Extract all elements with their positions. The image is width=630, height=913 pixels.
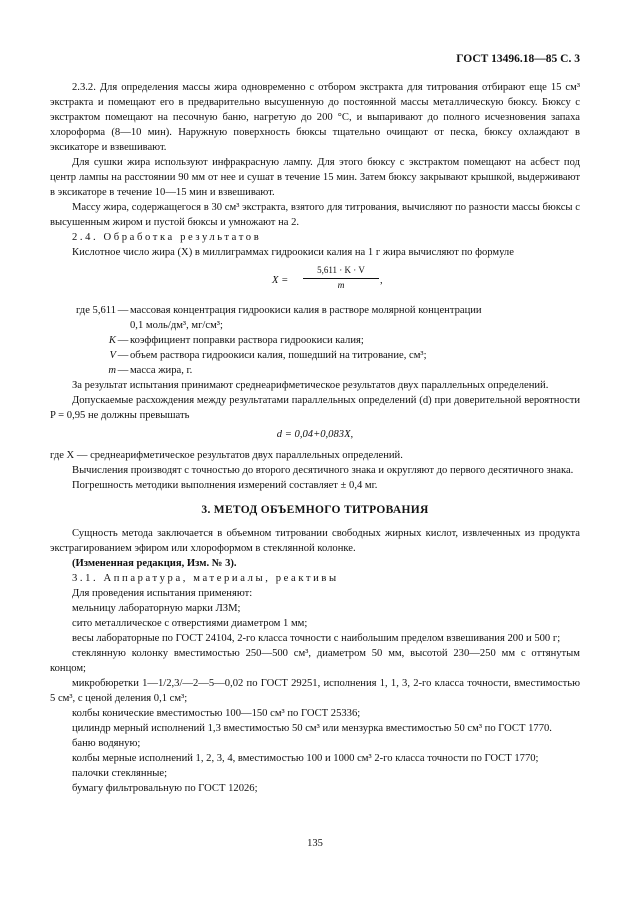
edition-note: (Измененная редакция, Изм. № 3). bbox=[72, 558, 237, 569]
definition-text: масса жира, г. bbox=[130, 365, 193, 376]
definition-v: V — объем раствора гидроокиси калия, пошедший на титрование, см³; bbox=[50, 348, 580, 363]
list-item: бумагу фильтровальную по ГОСТ 12026; bbox=[72, 783, 258, 794]
definition-symbol: где 5,611 bbox=[75, 305, 116, 316]
definition-symbol: V bbox=[109, 350, 116, 361]
definition-text: массовая концентрация гидроокиси калия в растворе молярной концентрации bbox=[130, 305, 482, 316]
list-item: стеклянную колонку вместимостью 250—500 см³, диаметром 50 мм, высотой 230—250 мм с оттянутым концом; bbox=[50, 648, 580, 674]
formula-denominator: m bbox=[337, 281, 345, 291]
paragraph-tolerance: Допускаемые расхождения между результатами параллельных определений (d) при доверительной вероятности P = 0,95 не должны превышать bbox=[50, 395, 580, 421]
formula-lhs: X = bbox=[272, 275, 289, 286]
formula-comma: , bbox=[380, 275, 383, 286]
definition-m: m — масса жира, г. bbox=[50, 363, 580, 378]
formula-tolerance: d = 0,04+0,083X, bbox=[276, 429, 354, 440]
section-3-title: 3. МЕТОД ОБЪЕМНОГО ТИТРОВАНИЯ bbox=[201, 504, 429, 516]
formula-acid-number bbox=[50, 264, 580, 298]
list-item: весы лабораторные по ГОСТ 24104, 2-го класса точности с наибольшим пределом взвешивания 200 и 500 г; bbox=[72, 633, 561, 644]
page-number: 135 bbox=[307, 838, 323, 849]
document-body bbox=[50, 80, 580, 796]
paragraph-applies: Для проведения испытания применяют: bbox=[72, 588, 253, 599]
list-item: колбы мерные исполнений 1, 2, 3, 4, вместимостью 100 и 1000 см³ 2-го класса точности по ГОСТ 1770; bbox=[72, 753, 539, 764]
paragraph-mean-definition: где X — среднеарифметическое результатов двух параллельных определений. bbox=[50, 450, 403, 461]
list-item: баню водяную; bbox=[72, 738, 141, 749]
definition-5611: где 5,611 — массовая концентрация гидроокиси калия в растворе молярной концентрации bbox=[50, 303, 580, 318]
list-item: сито металлическое с отверстиями диаметром 1 мм; bbox=[72, 618, 308, 629]
list-item: палочки стеклянные; bbox=[72, 768, 168, 779]
list-item: колбы конические вместимостью 100—150 см³ по ГОСТ 25336; bbox=[72, 708, 361, 719]
definition-symbol: m bbox=[108, 365, 116, 376]
definition-text: коэффициент поправки раствора гидроокиси калия; bbox=[130, 335, 364, 346]
definition-continuation: 0,1 моль/дм³, мг/см³; bbox=[130, 320, 223, 331]
list-item: микробюретки 1—1/2,3/—2—5—0,02 по ГОСТ 29251, исполнения 1, 1, 3, 2-го класса точности, вместимостью 5 см³, с ценой деления 0,1 см³; bbox=[50, 678, 580, 704]
section-3-1-title: 3.1. Аппаратура, материалы, реактивы bbox=[72, 573, 339, 584]
paragraph-acid-number: Кислотное число жира (X) в миллиграммах гидроокиси калия на 1 г жира вычисляют по формуле bbox=[72, 247, 514, 258]
section-2-4-title: 2.4. Обработка результатов bbox=[72, 232, 262, 243]
page-header: ГОСТ 13496.18—85 С. 3 bbox=[456, 53, 580, 65]
paragraph-drying: Для сушки жира используют инфракрасную лампу. Для этого бюксу с экстрактом помещают на асбест под центр лампы на расстоянии 90 мм от нее и сушат в течение 15 мин. Затем бюксу закрывают крышкой, выдерживают в эксикаторе в течение 10—15 мин и взвешивают. bbox=[50, 157, 580, 198]
definition-k: K — коэффициент поправки раствора гидроокиси калия; bbox=[50, 333, 580, 348]
paragraph-result: За результат испытания принимают среднеарифметическое результатов двух параллельных определений. bbox=[72, 380, 549, 391]
formula-numerator: 5,611 · K · V bbox=[303, 264, 379, 279]
definition-symbol: K bbox=[108, 335, 116, 346]
formula-fraction bbox=[303, 264, 379, 294]
paragraph-calculation-precision: Вычисления производят с точностью до второго десятичного знака и округляют до первого десятичного знака. bbox=[72, 465, 574, 476]
paragraph-error: Погрешность методики выполнения измерений составляет ± 0,4 мг. bbox=[72, 480, 378, 491]
definition-text: объем раствора гидроокиси калия, пошедший на титрование, см³; bbox=[130, 350, 427, 361]
list-item: цилиндр мерный исполнений 1,3 вместимостью 50 см³ или мензурка вместимостью 50 см³ по ГОСТ 1770. bbox=[72, 723, 552, 734]
paragraph-method-essence: Сущность метода заключается в объемном титровании свободных жирных кислот, извлеченных из продукта экстрагированием эфиром или хлороформом в стеклянной колонке. bbox=[50, 528, 580, 554]
list-item: мельницу лабораторную марки ЛЗМ; bbox=[72, 603, 241, 614]
paragraph-fat-mass: Массу жира, содержащегося в 30 см³ экстракта, взятого для титрования, вычисляют по разности массы бюксы с высушенным жиром и пустой бюксы и умножают на 2. bbox=[50, 202, 580, 228]
paragraph-2-3-2: 2.3.2. Для определения массы жира одновременно с отбором экстракта для титрования отбирают еще 15 см³ экстракта и помещают его в предварительно высушенную до постоянной массы металлическую бюксу. Бюксу с экстрактом помещают на песочную баню, нагретую до 200 °С, и выпаривают до полного исчезновения запаха хлороформа (8—10 мин). Наружную поверхность бюксы тщательно очищают от песка, бюксу охлаждают в эксикаторе и взвешивают. bbox=[50, 82, 580, 153]
